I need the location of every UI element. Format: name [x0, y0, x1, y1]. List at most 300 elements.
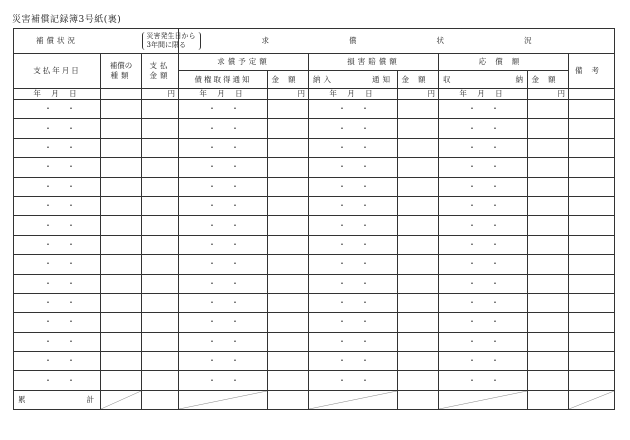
entry-cell: [398, 177, 439, 196]
scope-note-cell: [142, 29, 196, 54]
date-separator: ・: [468, 162, 476, 172]
entry-cell: [101, 255, 142, 274]
date-cell: [14, 158, 101, 177]
date-separator: ・: [208, 181, 216, 191]
entry-cell: [569, 235, 615, 254]
date-separator: ・: [231, 162, 239, 172]
date-separator: ・: [231, 259, 239, 269]
date-separator: ・: [44, 298, 52, 308]
date-separator: ・: [67, 259, 75, 269]
date-separator: ・: [338, 123, 346, 133]
date-cell: [14, 274, 101, 293]
date-separator: ・: [361, 278, 369, 288]
date-separator: ・: [338, 278, 346, 288]
date-separator: ・: [468, 181, 476, 191]
planned-claim-amount-header: 求償予定額: [179, 54, 309, 71]
date-separator: ・: [468, 278, 476, 288]
ledger-row: [14, 158, 615, 177]
date-cell: [309, 313, 398, 332]
entry-cell: [268, 371, 309, 390]
damages-amount-header: 損害賠償額: [309, 54, 439, 71]
date-cell: [309, 196, 398, 215]
date-separator: ・: [231, 104, 239, 114]
header-row-2: [14, 54, 615, 71]
entry-cell: [142, 216, 179, 235]
entry-cell: [528, 332, 569, 351]
entry-cell: [268, 274, 309, 293]
entry-cell: [142, 332, 179, 351]
entry-cell: [528, 158, 569, 177]
date-separator: ・: [468, 356, 476, 366]
date-separator: ・: [67, 201, 75, 211]
entry-cell: [268, 177, 309, 196]
ledger-row: [14, 293, 615, 312]
total-response-amount-cell: [528, 390, 569, 409]
entry-cell: [569, 138, 615, 157]
claim-yen-cell: 円: [268, 89, 309, 100]
date-cell: [439, 255, 528, 274]
ledger-row: [14, 332, 615, 351]
entry-cell: [142, 158, 179, 177]
entry-cell: [142, 352, 179, 371]
entry-cell: [268, 313, 309, 332]
date-separator: ・: [491, 298, 499, 308]
entry-cell: [569, 158, 615, 177]
date-separator: ・: [231, 356, 239, 366]
entry-cell: [268, 138, 309, 157]
entry-cell: [142, 255, 179, 274]
date-separator: ・: [44, 162, 52, 172]
damages-subamount-header: 金額: [398, 71, 439, 89]
entry-cell: [398, 100, 439, 119]
ledger-row: [14, 196, 615, 215]
date-cell: [179, 332, 268, 351]
claim-amount-header: 金額: [268, 71, 309, 89]
claim-notice-header: 債権取得通知: [179, 71, 268, 89]
date-separator: ・: [338, 181, 346, 191]
entry-cell: [569, 119, 615, 138]
date-cell: [14, 119, 101, 138]
date-separator: ・: [44, 104, 52, 114]
date-separator: ・: [468, 336, 476, 346]
date-separator: ・: [491, 317, 499, 327]
date-cell: [309, 255, 398, 274]
date-separator: ・: [231, 239, 239, 249]
entry-cell: [101, 332, 142, 351]
entry-cell: [101, 352, 142, 371]
date-separator: ・: [208, 278, 216, 288]
ledger-row: [14, 274, 615, 293]
date-unit-cell: 年 月 日: [14, 89, 101, 100]
date-separator: ・: [491, 142, 499, 152]
form-title: 災害補償記録簿3号紙(裏): [12, 15, 122, 25]
date-separator: ・: [491, 336, 499, 346]
date-separator: ・: [208, 239, 216, 249]
entry-cell: [142, 177, 179, 196]
date-cell: [439, 216, 528, 235]
payment-date-header: 支払年月日: [14, 54, 101, 89]
entry-cell: [268, 216, 309, 235]
claim-status-header: 求償状況: [179, 29, 615, 54]
date-cell: [309, 158, 398, 177]
receipt-header: 収 納: [439, 71, 528, 89]
entry-cell: [528, 119, 569, 138]
date-separator: ・: [67, 123, 75, 133]
entry-cell: [398, 313, 439, 332]
date-separator: ・: [468, 239, 476, 249]
date-separator: ・: [44, 181, 52, 191]
date-separator: ・: [338, 104, 346, 114]
date-cell: [439, 274, 528, 293]
date-separator: ・: [67, 317, 75, 327]
payment-amount-header: 支払 金額: [142, 54, 179, 89]
entry-cell: [398, 119, 439, 138]
date-separator: ・: [338, 317, 346, 327]
entry-cell: [268, 158, 309, 177]
entry-cell: [268, 196, 309, 215]
date-separator: ・: [44, 142, 52, 152]
ledger-row: [14, 371, 615, 390]
date-separator: ・: [67, 336, 75, 346]
date-cell: [439, 293, 528, 312]
date-separator: ・: [67, 356, 75, 366]
response-subamount-header: 金額: [528, 71, 569, 89]
date-cell: [179, 235, 268, 254]
date-separator: ・: [208, 259, 216, 269]
date-separator: ・: [44, 375, 52, 385]
entry-cell: [569, 371, 615, 390]
entry-cell: [268, 235, 309, 254]
entry-cell: [268, 255, 309, 274]
date-separator: ・: [208, 375, 216, 385]
date-separator: ・: [44, 356, 52, 366]
date-separator: ・: [361, 220, 369, 230]
payment-yen-cell: 円: [142, 89, 179, 100]
date-cell: [179, 371, 268, 390]
date-cell: [14, 255, 101, 274]
date-cell: [14, 138, 101, 157]
date-cell: [309, 216, 398, 235]
date-cell: [439, 235, 528, 254]
total-claim-notice-slash: [179, 390, 268, 409]
date-separator: ・: [338, 356, 346, 366]
date-cell: [14, 371, 101, 390]
entry-cell: [268, 332, 309, 351]
entry-cell: [142, 293, 179, 312]
compensation-ledger: [13, 28, 614, 413]
date-separator: ・: [491, 123, 499, 133]
total-payment-notice-slash: [309, 390, 398, 409]
entry-cell: [142, 235, 179, 254]
header-row-1: [14, 29, 615, 54]
date-separator: ・: [208, 201, 216, 211]
entry-cell: [528, 274, 569, 293]
ledger-row: [14, 177, 615, 196]
ledger-row: [14, 100, 615, 119]
date-separator: ・: [67, 162, 75, 172]
entry-cell: [101, 196, 142, 215]
date-separator: ・: [67, 220, 75, 230]
date-separator: ・: [361, 336, 369, 346]
entry-cell: [569, 100, 615, 119]
date-separator: ・: [338, 298, 346, 308]
entry-cell: [569, 196, 615, 215]
date-cell: [14, 332, 101, 351]
date-separator: ・: [361, 259, 369, 269]
date-separator: ・: [67, 142, 75, 152]
ledger-row: [14, 313, 615, 332]
date-separator: ・: [491, 104, 499, 114]
entry-cell: [398, 216, 439, 235]
date-cell: [14, 100, 101, 119]
entry-cell: [569, 274, 615, 293]
date-separator: ・: [361, 123, 369, 133]
ledger-row: [14, 138, 615, 157]
date-separator: ・: [231, 123, 239, 133]
date-separator: ・: [491, 162, 499, 172]
entry-cell: [398, 255, 439, 274]
date-cell: [179, 216, 268, 235]
date-separator: ・: [361, 142, 369, 152]
entry-cell: [142, 196, 179, 215]
entry-cell: [142, 371, 179, 390]
date-separator: ・: [491, 278, 499, 288]
date-cell: [179, 119, 268, 138]
date-cell: [309, 177, 398, 196]
ledger-row: [14, 235, 615, 254]
date-separator: ・: [44, 336, 52, 346]
response-date-unit-cell: 年 月 日: [439, 89, 528, 100]
entry-cell: [101, 235, 142, 254]
date-cell: [439, 100, 528, 119]
date-cell: [309, 332, 398, 351]
date-cell: [179, 274, 268, 293]
date-cell: [309, 352, 398, 371]
date-separator: ・: [361, 356, 369, 366]
date-separator: ・: [67, 298, 75, 308]
date-separator: ・: [44, 259, 52, 269]
date-separator: ・: [44, 220, 52, 230]
date-separator: ・: [208, 220, 216, 230]
date-separator: ・: [67, 104, 75, 114]
total-damages-amount-cell: [398, 390, 439, 409]
date-cell: [439, 313, 528, 332]
total-payment-cell: [142, 390, 179, 409]
date-separator: ・: [338, 239, 346, 249]
date-separator: ・: [208, 356, 216, 366]
compensation-status-header: 補償状況: [14, 29, 142, 54]
date-cell: [309, 274, 398, 293]
total-row: [14, 390, 615, 409]
entry-cell: [142, 100, 179, 119]
date-separator: ・: [338, 336, 346, 346]
total-claim-amount-cell: [268, 390, 309, 409]
date-cell: [439, 332, 528, 351]
entry-cell: [569, 352, 615, 371]
date-cell: [439, 119, 528, 138]
date-separator: ・: [468, 104, 476, 114]
date-cell: [309, 293, 398, 312]
claim-date-unit-cell: 年 月 日: [179, 89, 268, 100]
date-separator: ・: [361, 104, 369, 114]
date-cell: [179, 100, 268, 119]
entry-cell: [268, 293, 309, 312]
date-cell: [309, 119, 398, 138]
entry-cell: [569, 332, 615, 351]
date-separator: ・: [338, 142, 346, 152]
date-separator: ・: [491, 201, 499, 211]
date-separator: ・: [468, 123, 476, 133]
date-separator: ・: [361, 181, 369, 191]
date-cell: [14, 293, 101, 312]
entry-cell: [101, 274, 142, 293]
date-separator: ・: [231, 220, 239, 230]
date-cell: [14, 352, 101, 371]
entry-cell: [528, 100, 569, 119]
date-separator: ・: [44, 317, 52, 327]
ledger-row: [14, 255, 615, 274]
entry-cell: [398, 274, 439, 293]
date-separator: ・: [491, 239, 499, 249]
entry-cell: [398, 158, 439, 177]
date-separator: ・: [67, 181, 75, 191]
entry-cell: [528, 371, 569, 390]
entry-cell: [101, 158, 142, 177]
date-separator: ・: [338, 201, 346, 211]
date-cell: [14, 313, 101, 332]
date-separator: ・: [338, 259, 346, 269]
date-separator: ・: [338, 375, 346, 385]
entry-cell: [569, 255, 615, 274]
date-cell: [179, 138, 268, 157]
date-separator: ・: [208, 317, 216, 327]
date-separator: ・: [491, 259, 499, 269]
ledger-row: [14, 352, 615, 371]
date-separator: ・: [338, 162, 346, 172]
date-separator: ・: [208, 123, 216, 133]
scope-note: 災害発生日から 3年間に限る: [142, 32, 201, 50]
date-separator: ・: [468, 259, 476, 269]
entry-cell: [398, 196, 439, 215]
entry-cell: [528, 138, 569, 157]
unit-row: [14, 89, 615, 100]
date-separator: ・: [361, 162, 369, 172]
date-separator: ・: [208, 336, 216, 346]
date-cell: [309, 235, 398, 254]
entry-cell: [101, 138, 142, 157]
entry-cell: [569, 216, 615, 235]
date-separator: ・: [491, 220, 499, 230]
date-cell: [179, 352, 268, 371]
entry-cell: [101, 293, 142, 312]
date-separator: ・: [468, 220, 476, 230]
entry-cell: [268, 100, 309, 119]
date-separator: ・: [67, 375, 75, 385]
damages-date-unit-cell: 年 月 日: [309, 89, 398, 100]
data-rows: [14, 100, 615, 391]
date-cell: [179, 255, 268, 274]
date-cell: [179, 196, 268, 215]
date-separator: ・: [208, 162, 216, 172]
date-separator: ・: [231, 181, 239, 191]
date-cell: [179, 158, 268, 177]
entry-cell: [101, 216, 142, 235]
date-separator: ・: [468, 201, 476, 211]
claim-response-amount-header: 応償額: [439, 54, 569, 71]
compensation-type-header: 補償の 種類: [101, 54, 142, 89]
total-label-cell: 累 計: [14, 390, 101, 409]
entry-cell: [398, 371, 439, 390]
date-separator: ・: [44, 123, 52, 133]
entry-cell: [528, 177, 569, 196]
date-separator: ・: [468, 375, 476, 385]
date-cell: [439, 371, 528, 390]
date-cell: [179, 313, 268, 332]
date-separator: ・: [231, 201, 239, 211]
date-separator: ・: [361, 201, 369, 211]
total-remarks-slash: [569, 390, 615, 409]
date-cell: [439, 177, 528, 196]
entry-cell: [142, 119, 179, 138]
entry-cell: [398, 293, 439, 312]
entry-cell: [268, 352, 309, 371]
entry-cell: [398, 332, 439, 351]
entry-cell: [268, 119, 309, 138]
entry-cell: [398, 235, 439, 254]
date-separator: ・: [231, 336, 239, 346]
date-cell: [439, 352, 528, 371]
date-separator: ・: [44, 239, 52, 249]
entry-cell: [528, 313, 569, 332]
response-yen-cell: 円: [528, 89, 569, 100]
date-separator: ・: [468, 298, 476, 308]
date-cell: [309, 100, 398, 119]
date-cell: [179, 177, 268, 196]
entry-cell: [528, 216, 569, 235]
total-type-cell-slash: [101, 390, 142, 409]
date-separator: ・: [361, 298, 369, 308]
date-separator: ・: [208, 142, 216, 152]
date-separator: ・: [44, 278, 52, 288]
damages-yen-cell: 円: [398, 89, 439, 100]
entry-cell: [528, 352, 569, 371]
date-separator: ・: [231, 317, 239, 327]
date-separator: ・: [208, 104, 216, 114]
date-separator: ・: [361, 239, 369, 249]
entry-cell: [101, 371, 142, 390]
type-unit-cell: [101, 89, 142, 100]
entry-cell: [101, 100, 142, 119]
entry-cell: [142, 138, 179, 157]
remarks-header: 備考: [569, 54, 615, 89]
entry-cell: [528, 235, 569, 254]
date-cell: [439, 138, 528, 157]
date-separator: ・: [491, 375, 499, 385]
entry-cell: [398, 352, 439, 371]
date-separator: ・: [468, 317, 476, 327]
date-separator: ・: [361, 317, 369, 327]
remarks-unit-cell: [569, 89, 615, 100]
date-cell: [309, 138, 398, 157]
date-separator: ・: [67, 278, 75, 288]
entry-cell: [569, 293, 615, 312]
entry-cell: [101, 119, 142, 138]
date-cell: [439, 196, 528, 215]
date-separator: ・: [44, 201, 52, 211]
entry-cell: [142, 274, 179, 293]
date-cell: [14, 177, 101, 196]
date-cell: [14, 235, 101, 254]
